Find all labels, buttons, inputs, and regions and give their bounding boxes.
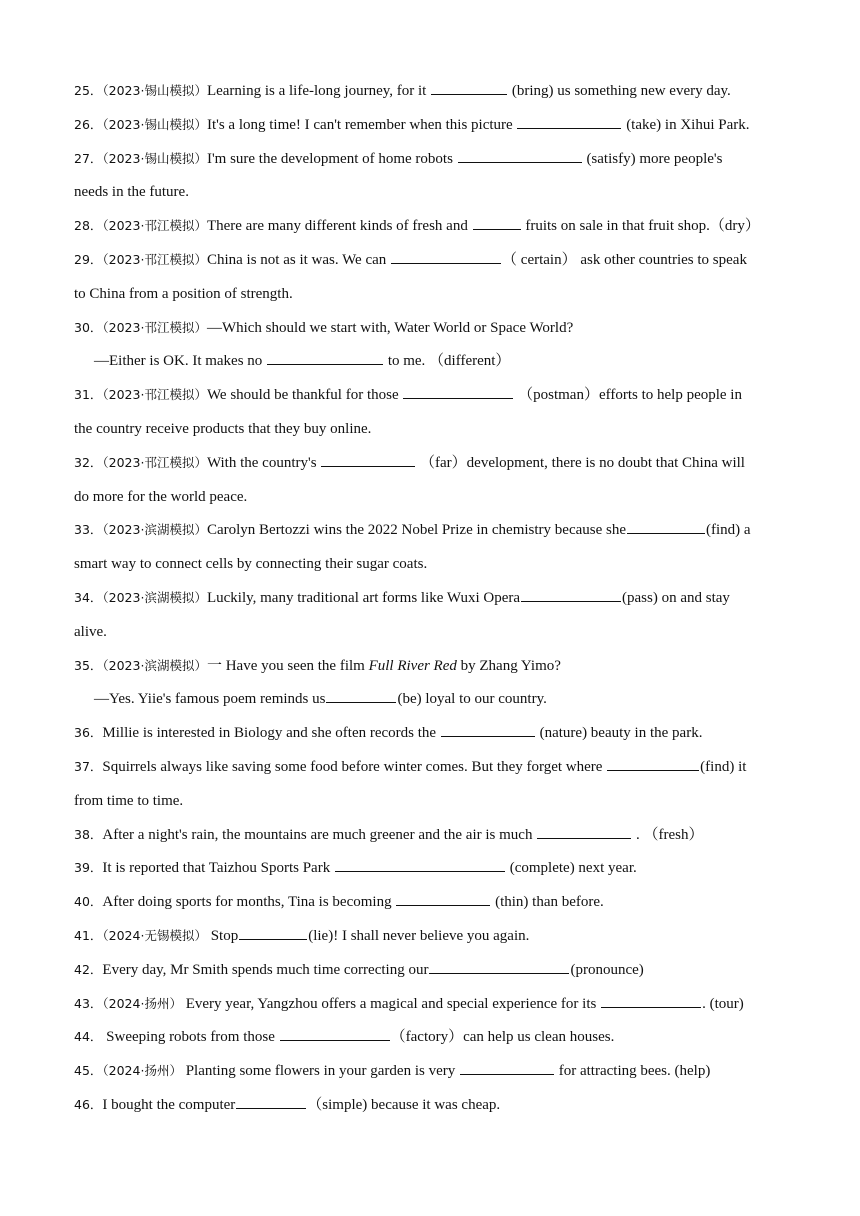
question-29 <box>74 248 790 282</box>
answer-blank[interactable] <box>537 837 631 839</box>
answer-blank[interactable] <box>601 1006 701 1008</box>
question-32-continued <box>74 485 790 519</box>
question-text: to me. （different） <box>384 353 511 370</box>
question-text: (take) in Xihui Park. <box>622 116 750 133</box>
answer-blank[interactable] <box>521 600 621 602</box>
question-text: (nature) beauty in the park. <box>535 725 703 742</box>
question-text: (be) loyal to our country. <box>397 691 547 708</box>
answer-blank[interactable] <box>607 769 699 771</box>
question-text: (lie)! I shall never believe you again. <box>308 927 530 944</box>
question-38 <box>74 823 790 857</box>
question-text: （postman）efforts to help people in <box>514 387 742 404</box>
question-number: 36． <box>74 725 103 741</box>
question-number: 45． <box>74 1063 103 1079</box>
question-text: (find) a <box>706 522 751 539</box>
question-text: After a night's rain, the mountains are much greener and the air is much <box>102 826 537 843</box>
question-42 <box>74 958 790 992</box>
answer-blank[interactable] <box>627 532 705 534</box>
question-text: It is reported that Taizhou Sports Park <box>102 860 334 877</box>
question-text: Carolyn Bertozzi wins the 2022 Nobel Prize in chemistry because she <box>206 522 627 539</box>
question-text: I'm sure the development of home robots <box>206 150 457 167</box>
question-text: —Which should we start with, Water World or Space World? <box>206 319 574 336</box>
question-number: 28． <box>74 218 103 234</box>
question-34 <box>74 586 790 620</box>
question-46 <box>74 1093 790 1127</box>
question-number: 42． <box>74 961 103 977</box>
question-27 <box>74 147 790 181</box>
question-25 <box>74 79 790 113</box>
question-number: 40． <box>74 894 103 910</box>
film-title: Full River Red <box>368 657 457 674</box>
question-text: It's a long time! I can't remember when this picture <box>206 116 517 133</box>
question-text: fruits on sale in that fruit shop.（dry） <box>521 218 760 235</box>
question-source: （2023·锡山模拟） <box>102 116 207 132</box>
question-text: Planting some flowers in your garden is very <box>181 1063 459 1080</box>
question-number: 44． <box>74 1029 103 1045</box>
question-text: by Zhang Yimo? <box>456 657 561 674</box>
question-text: Stop <box>206 927 239 944</box>
answer-blank[interactable] <box>431 93 507 95</box>
question-30 <box>74 316 790 350</box>
question-source: （2023·邗江模拟） <box>102 319 207 335</box>
question-text: . (tour) <box>702 995 744 1012</box>
question-text: Squirrels always like saving some food before winter comes. But they forget where <box>102 758 607 775</box>
question-source: （2023·锡山模拟） <box>102 150 207 166</box>
question-text: Luckily, many traditional art forms like Wuxi Opera <box>206 589 521 606</box>
question-37 <box>74 755 790 789</box>
question-number: 29． <box>74 251 103 267</box>
question-44 <box>74 1025 790 1059</box>
question-text: do more for the world peace. <box>74 488 248 505</box>
question-27-continued <box>74 180 790 214</box>
question-number: 26． <box>74 116 103 132</box>
question-source: （2023·滨湖模拟） <box>102 522 207 538</box>
question-32 <box>74 451 790 485</box>
question-text: （factory）can help us clean houses. <box>390 1029 615 1046</box>
question-text: smart way to connect cells by connecting their sugar coats. <box>74 556 428 573</box>
question-41 <box>74 924 790 958</box>
question-40 <box>74 890 790 924</box>
question-33-continued <box>74 552 790 586</box>
question-text: to China from a position of strength. <box>74 285 293 302</box>
question-33 <box>74 518 790 552</box>
question-text: （far）development, there is no doubt that China will <box>416 454 745 471</box>
answer-blank[interactable] <box>236 1107 306 1109</box>
question-text: China is not as it was. We can <box>206 251 391 268</box>
question-source: （2024·扬州） <box>102 1063 182 1079</box>
question-source: （2023·邗江模拟） <box>102 454 207 470</box>
question-text: 一 Have you seen the film <box>206 657 369 674</box>
question-text: Learning is a life-long journey, for it <box>206 83 431 99</box>
question-text: Every day, Mr Smith spends much time correcting our <box>102 961 429 978</box>
question-text: needs in the future. <box>74 184 189 201</box>
question-text: —Either is OK. It makes no <box>94 353 267 370</box>
question-text: (pass) on and stay <box>622 589 730 606</box>
question-26 <box>74 113 790 147</box>
answer-blank[interactable] <box>396 904 490 906</box>
question-source: （2023·邗江模拟） <box>102 251 207 267</box>
answer-blank[interactable] <box>403 397 513 399</box>
question-text: I bought the computer <box>102 1096 236 1113</box>
answer-blank[interactable] <box>441 735 535 737</box>
question-34-continued <box>74 620 790 654</box>
question-text: (thin) than before. <box>491 894 604 911</box>
question-number: 38． <box>74 826 103 842</box>
question-number: 32． <box>74 454 103 470</box>
answer-blank[interactable] <box>280 1039 390 1041</box>
question-text: (complete) next year. <box>505 860 637 877</box>
question-39 <box>74 856 790 890</box>
question-text: Millie is interested in Biology and she often records the <box>102 725 440 742</box>
question-text: There are many different kinds of fresh and <box>206 218 472 235</box>
answer-blank[interactable] <box>267 363 383 365</box>
answer-blank[interactable] <box>473 228 521 230</box>
question-source: （2023·滨湖模拟） <box>102 589 207 605</box>
question-28 <box>74 214 790 248</box>
question-37-continued <box>74 789 790 823</box>
question-text: After doing sports for months, Tina is becoming <box>102 894 396 911</box>
question-source: （2023·邗江模拟） <box>102 387 207 403</box>
question-number: 46． <box>74 1096 103 1112</box>
question-number: 37． <box>74 758 103 774</box>
question-number: 27． <box>74 150 103 166</box>
answer-blank[interactable] <box>239 938 307 940</box>
answer-blank[interactable] <box>321 465 415 467</box>
question-text: alive. <box>74 623 107 640</box>
answer-blank[interactable] <box>326 701 396 703</box>
answer-blank[interactable] <box>460 1073 554 1075</box>
question-text: —Yes. Yiie's famous poem reminds us <box>94 691 326 708</box>
question-text: (satisfy) more people's <box>582 150 723 167</box>
question-number: 35． <box>74 657 103 673</box>
question-number: 30． <box>74 319 103 335</box>
question-text: （simple) because it was cheap. <box>307 1096 501 1113</box>
answer-blank[interactable] <box>335 870 505 872</box>
question-43 <box>74 992 790 1026</box>
question-source: （2024·无锡模拟） <box>102 927 207 943</box>
question-text: （ certain） ask other countries to speak <box>502 251 747 268</box>
question-45 <box>74 1059 790 1093</box>
question-29-continued <box>74 282 790 316</box>
question-source: （2023·锡山模拟） <box>102 83 207 98</box>
question-list <box>74 79 790 1127</box>
question-text: We should be thankful for those <box>206 387 403 404</box>
question-text: the country receive products that they buy online. <box>74 420 372 437</box>
question-text: With the country's <box>206 454 321 471</box>
question-text: Every year, Yangzhou offers a magical and special experience for its <box>181 995 601 1012</box>
question-31 <box>74 383 790 417</box>
question-number: 43． <box>74 995 103 1011</box>
question-text: from time to time. <box>74 792 184 809</box>
question-source: （2023·邗江模拟） <box>102 218 207 234</box>
question-35 <box>74 654 790 688</box>
question-number: 31． <box>74 387 103 403</box>
question-number: 33． <box>74 522 103 538</box>
answer-blank[interactable] <box>458 161 582 163</box>
question-31-continued <box>74 417 790 451</box>
question-source: （2023·滨湖模拟） <box>102 657 207 673</box>
question-36 <box>74 721 790 755</box>
question-source: （2024·扬州） <box>102 995 182 1011</box>
question-30-reply <box>74 349 790 383</box>
question-text: (bring) us something new every day. <box>508 83 731 99</box>
question-text: (pronounce) <box>570 961 644 978</box>
question-text: . （fresh） <box>632 826 704 843</box>
question-number: 39． <box>74 860 103 876</box>
question-text: for attracting bees. (help) <box>554 1063 711 1080</box>
answer-blank[interactable] <box>429 972 569 974</box>
question-number: 34． <box>74 589 103 605</box>
question-number: 41． <box>74 927 103 943</box>
question-number: 25． <box>74 83 103 98</box>
question-text: Sweeping robots from those <box>102 1029 279 1046</box>
answer-blank[interactable] <box>517 127 621 129</box>
question-text: (find) it <box>700 758 747 775</box>
question-35-reply <box>74 687 790 721</box>
answer-blank[interactable] <box>391 262 501 264</box>
